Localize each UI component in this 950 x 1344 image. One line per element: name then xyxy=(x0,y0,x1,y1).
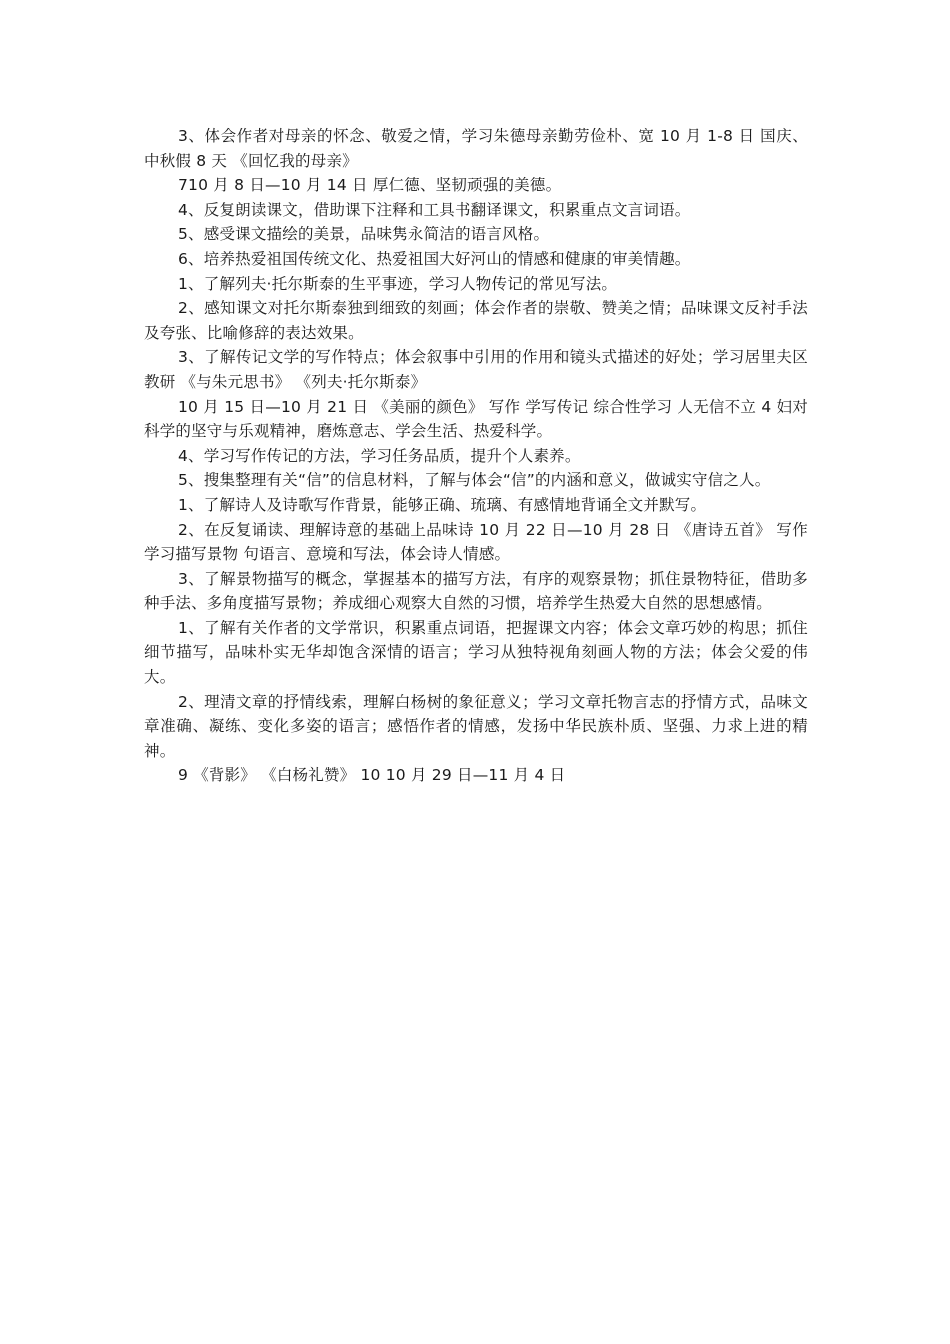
paragraph: 1、了解有关作者的文学常识，积累重点词语，把握课文内容；体会文章巧妙的构思；抓住细节描写，品味朴实无华却饱含深情的语言；学习从独特视角刻画人物的方法；体会父爱的伟大。 xyxy=(144,618,808,687)
paragraph: 3、了解景物描写的概念，掌握基本的描写方法，有序的观察景物；抓住景物特征，借助多种手法、多角度描写景物；养成细心观察大自然的习惯，培养学生热爱大自然的思想感情。 xyxy=(144,569,808,613)
paragraph: 2、感知课文对托尔斯泰独到细致的刻画；体会作者的崇敬、赞美之情；品味课文反衬手法及夸张、比喻修辞的表达效果。 xyxy=(144,299,808,342)
paragraph: 6、培养热爱祖国传统文化、热爱祖国大好河山的情感和健康的审美情趣。 xyxy=(178,249,691,268)
paragraph: 1、了解列夫·托尔斯泰的生平事迹，学习人物传记的常见写法。 xyxy=(178,274,618,293)
paragraph: 710 月 8 日—10 月 14 日 厚仁德、坚韧顽强的美德。 xyxy=(178,176,562,195)
paragraph: 1、了解诗人及诗歌写作背景，能够正确、琉璃、有感情地背诵全文并默写。 xyxy=(178,495,707,514)
paragraph: 2、理清文章的抒情线索，理解白杨树的象征意义；学习文章托物言志的抒情方式，品味文章准确、凝练、变化多姿的语言；感悟作者的情感，发扬中华民族朴质、坚强、力求上进的精神。 xyxy=(144,692,808,760)
paragraph: 10 月 15 日—10 月 21 日 《美丽的颜色》 写作 学写传记 综合性学习 人无信不立 4 妇对科学的坚守与乐观精神，磨炼意志、学会生活、热爱科学。 xyxy=(144,397,808,441)
document-body xyxy=(144,124,808,788)
paragraph: 9 《背影》 《白杨礼赞》 10 10 月 29 日—11 月 4 日 xyxy=(178,766,566,785)
paragraph: 2、在反复诵读、理解诗意的基础上品味诗 10 月 22 日—10 月 28 日 《唐诗五首》 写作 学习描写景物 句语言、意境和写法，体会诗人情感。 xyxy=(144,520,808,564)
paragraph: 5、感受课文描绘的美景，品味隽永简洁的语言风格。 xyxy=(178,225,550,244)
paragraph: 3、体会作者对母亲的怀念、敬爱之情，学习朱德母亲勤劳俭朴、宽 10 月 1-8 日 国庆、中秋假 8 天 《回忆我的母亲》 xyxy=(144,127,808,170)
paragraph: 3、了解传记文学的写作特点；体会叙事中引用的作用和镜头式描述的好处；学习居里夫区教研 《与朱元思书》 《列夫·托尔斯泰》 xyxy=(144,348,808,391)
paragraph: 4、反复朗读课文，借助课下注释和工具书翻译课文，积累重点文言词语。 xyxy=(178,200,691,219)
paragraph: 4、学习写作传记的方法，学习任务品质，提升个人素养。 xyxy=(178,446,581,465)
paragraph: 5、搜集整理有关“信”的信息材料，了解与体会“信”的内涵和意义，做诚实守信之人。 xyxy=(178,471,771,490)
